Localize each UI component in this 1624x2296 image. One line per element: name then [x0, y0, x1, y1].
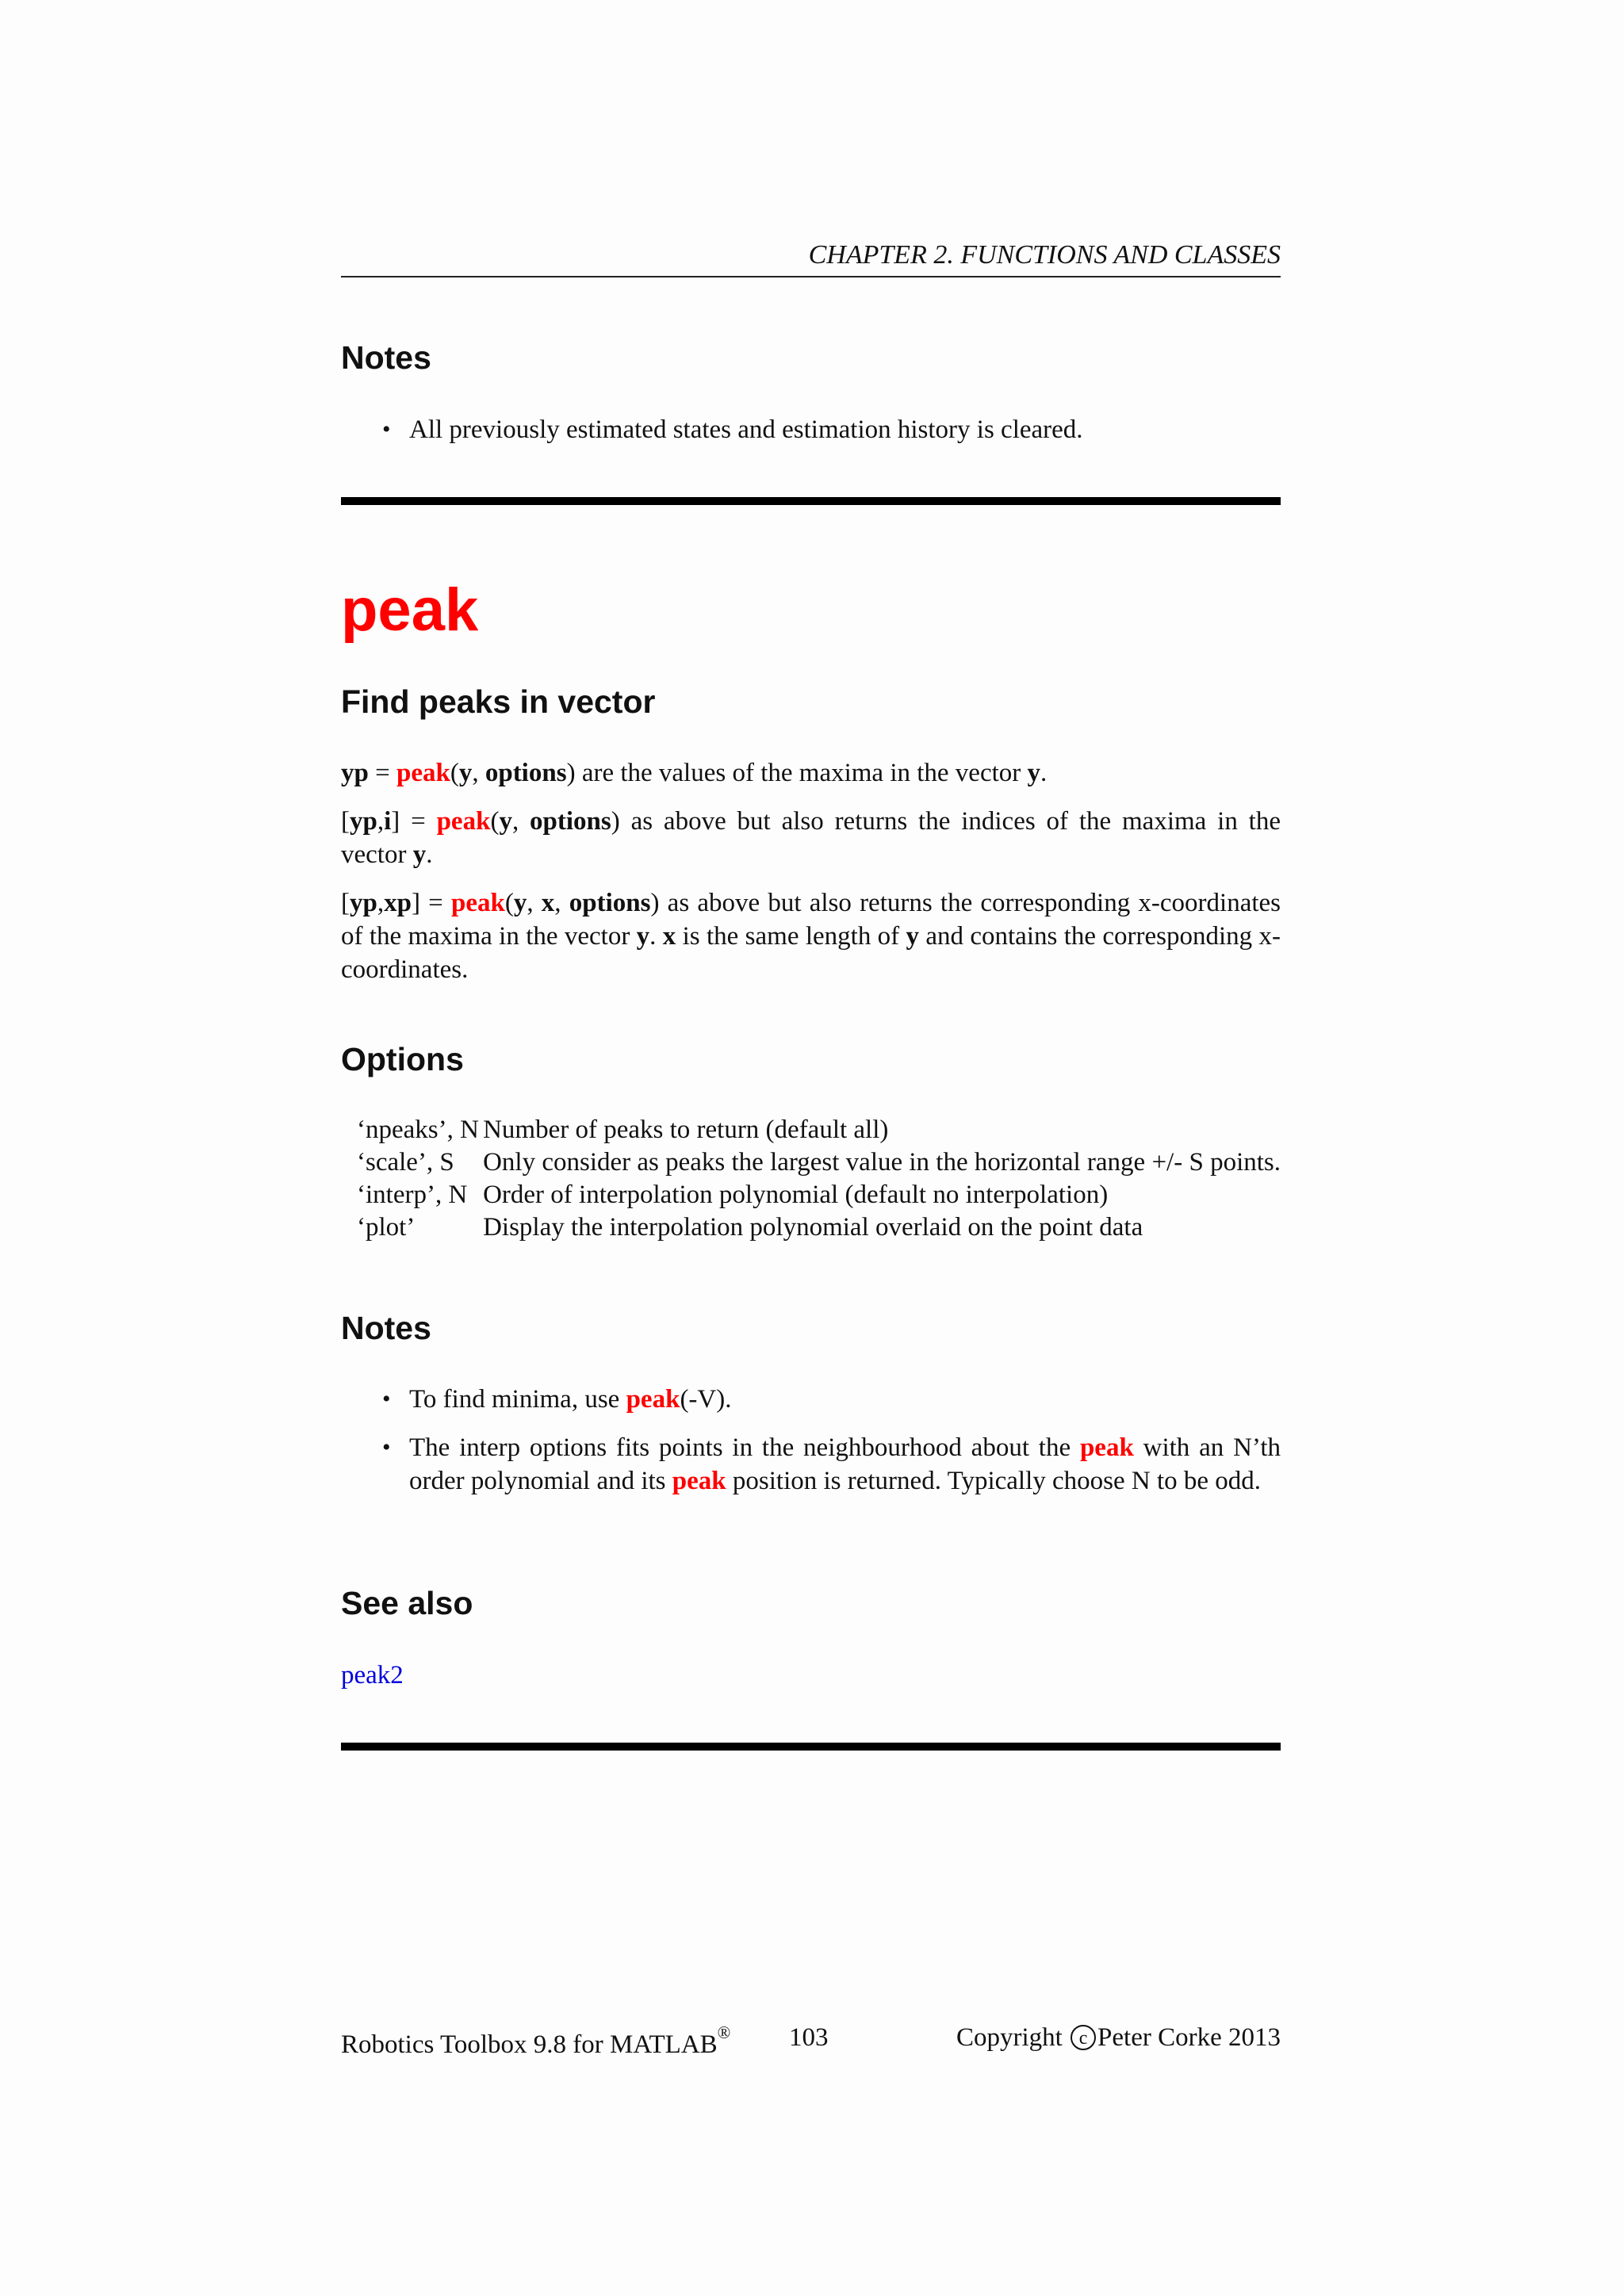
- running-head: CHAPTER 2. FUNCTIONS AND CLASSES: [341, 238, 1281, 277]
- usage-line-3: [yp,xp] = peak(y, x, options) as above but also returns the corresponding x-coordinates of the maxima in the vector y. x is the same length of y and contains the corresponding x-coordinates.: [341, 889, 1281, 984]
- see-also-link-peak2[interactable]: peak2: [341, 1661, 404, 1689]
- usage-line-2: [yp,i] = peak(y, options) as above but also returns the indices of the maxima in the vector y.: [341, 807, 1281, 869]
- copyright-icon: c: [1071, 2025, 1096, 2050]
- table-row: [357, 1211, 1281, 1244]
- see-also-heading: See also: [341, 1585, 473, 1621]
- option-desc: Number of peaks to return (default all): [483, 1115, 889, 1144]
- option-desc: Display the interpolation polynomial overlaid on the point data: [483, 1213, 1143, 1242]
- option-key: ‘plot’: [357, 1213, 416, 1242]
- notes-list-prev: [341, 413, 1281, 446]
- section-rule: [341, 497, 1281, 505]
- footer-copyright: Copyright c Peter Corke 2013: [956, 2023, 1281, 2052]
- list-item: • The interp options fits points in the neighbourhood about the peak with an N’th order polynomial and its peak position is returned. Typically choose N to be odd.: [341, 1431, 1281, 1498]
- list-item: • All previously estimated states and estimation history is cleared.: [341, 413, 1281, 446]
- list-item: • To find minima, use peak(-V).: [341, 1383, 1281, 1416]
- page-number: 103: [789, 2023, 829, 2052]
- option-desc: Only consider as peaks the largest value in the horizontal range +/- S points.: [483, 1148, 1281, 1177]
- notes-heading-prev: Notes: [341, 339, 431, 376]
- function-title: peak: [341, 576, 479, 644]
- function-subtitle: Find peaks in vector: [341, 683, 656, 720]
- bullet-icon: •: [382, 416, 391, 442]
- usage-line-1: yp = peak(y, options) are the values of the maxima in the vector y.: [341, 759, 1048, 787]
- bullet-icon: •: [382, 1434, 391, 1460]
- bullet-icon: •: [382, 1386, 391, 1412]
- table-row: [357, 1146, 1281, 1179]
- options-heading: Options: [341, 1041, 464, 1077]
- option-key: ‘npeaks’, N: [357, 1115, 479, 1144]
- notes-list: [341, 1383, 1281, 1498]
- notes-heading: Notes: [341, 1310, 431, 1346]
- table-row: [357, 1179, 1281, 1211]
- section-rule-bottom: [341, 1743, 1281, 1751]
- footer-title: Robotics Toolbox 9.8 for MATLAB®: [341, 2022, 731, 2059]
- table-row: [357, 1114, 1281, 1146]
- option-key: ‘scale’, S: [357, 1148, 454, 1177]
- option-key: ‘interp’, N: [357, 1181, 468, 1209]
- options-table: [357, 1114, 1281, 1244]
- option-desc: Order of interpolation polynomial (default no interpolation): [483, 1181, 1109, 1209]
